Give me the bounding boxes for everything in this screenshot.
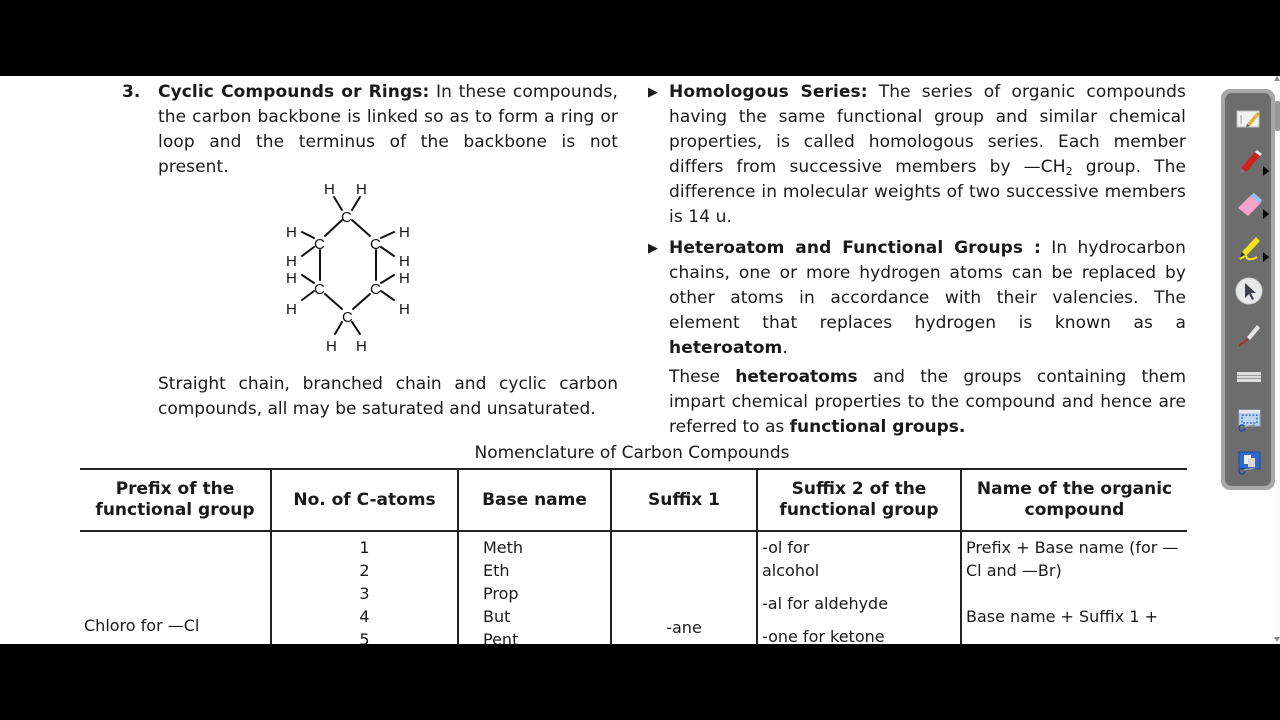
c-atom-count: 5 bbox=[359, 630, 370, 644]
suffix2-line: -ol for bbox=[762, 538, 810, 557]
base-name: Pent bbox=[483, 630, 519, 644]
carbon-atom-upper-left: C bbox=[314, 236, 325, 253]
heteroatom-text: In hydrocarbon chains, one or more hydrogen atoms can be replaced by other atoms in accordance with their valencies. The element that replaces hydrogen is known as a bbox=[669, 238, 1186, 333]
area-capture-button[interactable] bbox=[1233, 404, 1265, 436]
carbon-atom-lower-left: C bbox=[314, 281, 325, 298]
prefix-value: Chloro for —Cl bbox=[84, 616, 200, 635]
para-text: These bbox=[669, 367, 736, 387]
vertical-scrollbar[interactable] bbox=[1275, 76, 1280, 644]
hydrogen-atom: H bbox=[399, 270, 410, 287]
homologous-series-paragraph bbox=[669, 80, 1186, 230]
carbon-atom-top: C bbox=[341, 209, 352, 226]
cyclic-text: In these compounds, the carbon backbone is linked so as to form a ring or loop and the terminus of the backbone is not present. bbox=[158, 82, 618, 177]
base-name: But bbox=[483, 607, 511, 626]
whiteboard-icon bbox=[1235, 105, 1263, 133]
heteroatom-period: . bbox=[782, 338, 788, 358]
hydrogen-atom: H bbox=[286, 270, 297, 287]
heteroatom-block bbox=[648, 236, 1186, 440]
cell-suffix2 bbox=[757, 531, 961, 644]
subscript: 2 bbox=[1065, 165, 1073, 178]
laser-pointer-icon bbox=[1235, 320, 1263, 348]
heteroatom-heading: Heteroatom and Functional Groups : bbox=[669, 238, 1041, 258]
hydrogen-atom: H bbox=[399, 253, 410, 270]
header-compound-name: Name of the organic compound bbox=[961, 469, 1187, 531]
functional-groups-term: functional groups. bbox=[789, 417, 966, 437]
table-header-row bbox=[80, 469, 1187, 531]
c-atom-count: 4 bbox=[359, 607, 370, 626]
cursor-arrow-icon bbox=[1235, 277, 1263, 305]
compound-name-rule: Prefix + Base name (for —Cl and —Br) bbox=[966, 538, 1179, 580]
cyclohexane-diagram bbox=[282, 176, 422, 356]
annotation-toolbar bbox=[1221, 89, 1275, 490]
cell-base-names bbox=[458, 531, 611, 644]
item-number: 3. bbox=[122, 82, 141, 102]
homologous-text: The series of organic compounds having the same functional group and similar chemical properties, is called homologous series. Each member differs from successive members by —CH bbox=[669, 82, 1186, 177]
header-base-name: Base name bbox=[458, 469, 611, 531]
hydrogen-atom: H bbox=[399, 224, 410, 241]
table-title: Nomenclature of Carbon Compounds bbox=[474, 443, 790, 463]
c-atom-count: 3 bbox=[359, 584, 370, 603]
header-suffix2: Suffix 2 of the functional group bbox=[757, 469, 961, 531]
keyboard-icon bbox=[1235, 363, 1263, 391]
cyclic-compounds-paragraph bbox=[158, 80, 618, 180]
cell-c-atoms bbox=[271, 531, 458, 644]
homologous-heading: Homologous Series: bbox=[669, 82, 868, 102]
table-row bbox=[80, 531, 1187, 644]
hydrogen-atom: H bbox=[324, 181, 335, 198]
header-suffix1: Suffix 1 bbox=[611, 469, 757, 531]
cell-suffix1 bbox=[611, 531, 757, 644]
c-atom-count: 2 bbox=[359, 561, 370, 580]
cell-compound-name bbox=[961, 531, 1187, 644]
suffix2-line: -al for aldehyde bbox=[762, 594, 889, 613]
document-viewport bbox=[0, 76, 1280, 644]
scroll-up-arrow-icon[interactable] bbox=[1274, 76, 1280, 81]
highlighter-tool-button[interactable] bbox=[1233, 232, 1265, 264]
cyclohexane-structure bbox=[282, 176, 422, 356]
screen-capture-icon bbox=[1235, 449, 1263, 477]
pen-icon bbox=[1235, 148, 1263, 176]
hydrogen-atom: H bbox=[399, 301, 410, 318]
heteroatom-term: heteroatom bbox=[669, 338, 783, 358]
cell-prefix bbox=[80, 531, 271, 644]
carbon-atom-bottom: C bbox=[342, 309, 353, 326]
scrollbar-thumb[interactable] bbox=[1275, 101, 1280, 131]
para-text-cont: and the groups containing them impart chemical properties to the compound and hence are referred to as bbox=[669, 367, 1187, 437]
base-name: Eth bbox=[483, 561, 510, 580]
scroll-down-arrow-icon[interactable] bbox=[1274, 637, 1280, 642]
hydrogen-atom: H bbox=[356, 338, 367, 355]
homologous-series-block bbox=[648, 80, 1186, 230]
functional-groups-paragraph bbox=[669, 365, 1186, 440]
hydrogen-atom: H bbox=[356, 181, 367, 198]
hydrogen-atom: H bbox=[326, 338, 337, 355]
suffix1-value: -ane bbox=[666, 618, 702, 637]
keyboard-button[interactable] bbox=[1233, 361, 1265, 393]
dropdown-caret-icon[interactable] bbox=[1263, 209, 1269, 219]
highlighter-icon bbox=[1235, 234, 1263, 262]
cyclic-heading: Cyclic Compounds or Rings: bbox=[158, 82, 430, 102]
right-column bbox=[648, 80, 1186, 440]
suffix2-line: alcohol bbox=[762, 561, 820, 580]
c-atom-count: 1 bbox=[359, 538, 370, 557]
base-name: Prop bbox=[483, 584, 519, 603]
hydrogen-atom: H bbox=[286, 253, 297, 270]
area-capture-icon bbox=[1235, 406, 1263, 434]
bullet-triangle-icon: ▶ bbox=[648, 241, 658, 256]
carbon-atom-upper-right: C bbox=[370, 236, 381, 253]
hydrogen-atom: H bbox=[286, 224, 297, 241]
screen-capture-button[interactable] bbox=[1233, 447, 1265, 479]
bullet-triangle-icon: ▶ bbox=[648, 85, 658, 100]
eraser-tool-button[interactable] bbox=[1233, 189, 1265, 221]
suffix2-line: -one for ketone bbox=[762, 627, 885, 644]
header-c-atoms: No. of C-atoms bbox=[271, 469, 458, 531]
saturation-paragraph: Straight chain, branched chain and cyclic carbon compounds, all may be saturated and unsaturated. bbox=[158, 374, 618, 419]
dropdown-caret-icon[interactable] bbox=[1263, 166, 1269, 176]
dropdown-caret-icon[interactable] bbox=[1263, 252, 1269, 262]
compound-name-rule: Base name + Suffix 1 + bbox=[966, 607, 1158, 626]
carbon-atom-lower-right: C bbox=[370, 281, 381, 298]
whiteboard-tool-button[interactable] bbox=[1233, 103, 1265, 135]
heteroatoms-term: heteroatoms bbox=[735, 367, 858, 387]
laser-pointer-button[interactable] bbox=[1233, 318, 1265, 350]
pen-tool-button[interactable] bbox=[1233, 146, 1265, 178]
toolbar-panel bbox=[1225, 93, 1271, 486]
homologous-text-cont: group. The difference in molecular weights of two successive members is 14 u. bbox=[669, 157, 1187, 227]
hydrogen-atom: H bbox=[286, 301, 297, 318]
eraser-icon bbox=[1235, 191, 1263, 219]
header-prefix: Prefix of the functional group bbox=[80, 469, 271, 531]
nomenclature-table bbox=[80, 468, 1187, 644]
heteroatom-paragraph bbox=[669, 236, 1186, 361]
select-pointer-button[interactable] bbox=[1233, 275, 1265, 307]
base-name: Meth bbox=[483, 538, 524, 557]
